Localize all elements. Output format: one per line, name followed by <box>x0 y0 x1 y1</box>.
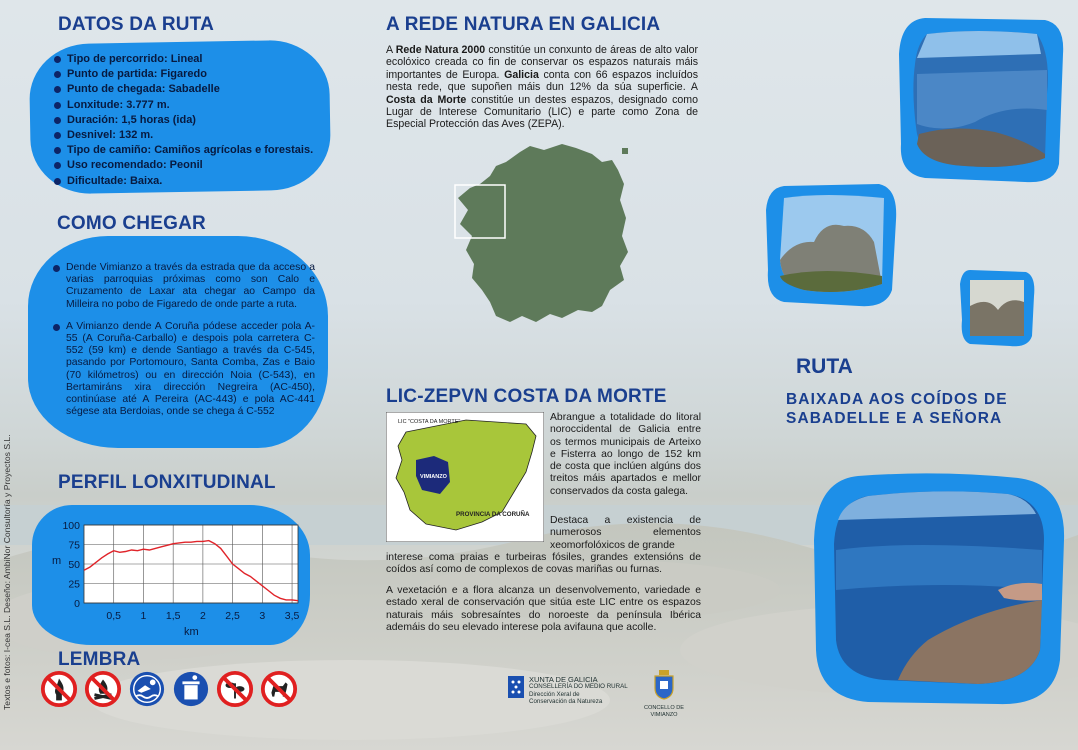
ruta-subtitle-2: SABADELLE E A SEÑORA <box>786 410 1003 427</box>
rede-text-segment: constitúe un conxunto de áreas de alto valor ecolóxico creada co fin de conservar os espazos naturais máis importantes de Europa. <box>386 44 698 81</box>
y-tick-label: 100 <box>62 520 80 532</box>
rede-heading: A REDE NATURA EN GALICIA <box>386 14 661 35</box>
no-swimming-icon <box>128 670 166 708</box>
lic-paragraph-2a: Destaca a existencia de numerosos elementos xeomorfolóxicos de grande <box>550 515 701 551</box>
rede-text-segment: constitúe un destes espazos, designado como Lugar de Interese Comunitario (LIC) e parte como Zona de Especial Protección das Aves (ZEPA). <box>386 93 698 131</box>
list-item: Uso recomendado: Peonil <box>54 158 334 173</box>
lembra-heading: LEMBRA <box>58 649 141 670</box>
list-item: Punto de chegada: Sabadelle <box>54 82 334 97</box>
xunta-logo <box>508 676 628 706</box>
rede-text-bold: Rede Natura 2000 <box>395 44 486 56</box>
no-bonfire-icon <box>84 670 122 708</box>
ruta-title: RUTA <box>796 355 853 378</box>
xunta-conselleria: CONSELLERÍA DO MEDIO RURAL <box>529 683 628 691</box>
list-item: Duración: 1,5 horas (ida) <box>54 113 334 128</box>
list-item: Tipo de percorrido: Lineal <box>54 52 334 67</box>
x-tick-label: 1 <box>140 610 147 622</box>
no-litter-icon <box>172 670 210 708</box>
x-tick-label: 0,5 <box>106 610 122 622</box>
y-tick-label: 50 <box>68 559 80 571</box>
list-item: Lonxitude: 3.777 m. <box>54 98 334 113</box>
xunta-emblem-icon <box>508 676 524 698</box>
lic-paragraph-1: Abrangue a totalidade do litoral noroccidental de Galicia entre os termos municipais de Arteixo e Fisterra ao longo de 152 km de costa que inclúen algúns dos treitos máis apartados e mellor conservados da costa galega. <box>550 412 701 497</box>
provincia-label: PROVINCIA DA CORUÑA <box>456 511 530 518</box>
xunta-conservacion: Conservación da Natureza <box>529 698 603 706</box>
y-axis-label: m <box>52 555 62 567</box>
chegar-heading: COMO CHEGAR <box>57 213 206 234</box>
rede-text-bold: Galicia <box>504 68 539 81</box>
list-item: Dificultade: Baixa. <box>54 174 334 189</box>
chegar-paragraph-1: Dende Vimianzo a través da estrada que da acceso a varias parroquias próximas como son Calo e Cruzamento de Laxar ata chegar ao Campo da Milleira no pobo de Figaredo de onde parte a ruta. <box>53 262 315 311</box>
credits-text: Textos e fotos: I-cea S.L. Deseño: AmbiNor Consultoría y Proyectos S.L. <box>2 434 12 710</box>
y-tick-label: 0 <box>74 598 80 610</box>
rede-text-segment: A <box>386 44 396 56</box>
lic-heading: LIC-ZEPVN COSTA DA MORTE <box>386 386 667 407</box>
y-tick-label: 75 <box>68 539 80 552</box>
xunta-direccion: Dirección Xeral de <box>529 690 580 698</box>
perfil-heading: PERFIL LONXITUDINAL <box>58 472 276 493</box>
elevation-profile-chart <box>34 512 308 642</box>
datos-heading: DATOS DA RUTA <box>58 14 215 35</box>
no-dogs-icon <box>260 670 298 708</box>
y-tick-label: 25 <box>68 578 80 591</box>
no-picking-plants-icon <box>216 670 254 708</box>
photo-coast-1 <box>895 14 1067 186</box>
lic-paragraph-2 <box>386 515 701 576</box>
x-tick-label: 2 <box>199 610 206 622</box>
lic-paragraph-3: A vexetación e a flora alcanza un desenvolvemento, variedade e estado xeral de conservación que sitúa este LIC entre os espazos naturais máis sobresaíntes do noroeste da península Ibérica ademáis do seu elevado interese pola avifauna que acolle. <box>386 585 701 633</box>
xunta-name: XUNTA DE GALICIA <box>529 675 598 684</box>
x-axis-label: km <box>184 626 199 638</box>
chegar-paragraph-2: A Vimianzo dende A Coruña pódese acceder pola A-55 (A Coruña-Carballo) e despois pola carretera C-552 (59 km) e dende Santiago a través da C-545, pasando por Portomouro, Santa Comba, Zas e Baio (70 kilómetros) ou en dirección Noia (C-543), en Bertamiráns xira dirección Negreira (AC-450), continúase até A Pereira (AC-443) e pola AC-441 ségese ata Berdoias, onde se chega á C-552 <box>53 321 315 419</box>
galicia-map <box>452 140 637 340</box>
lic-paragraph-2b: interese coma praias e turbeiras fósiles, grandes extensións de coídos así como de complexos de covas mariñas ou furnas. <box>386 551 701 576</box>
concello-name: CONCELLO DE VIMIANZO <box>643 705 685 719</box>
concello-logo <box>634 670 694 720</box>
ruta-subtitle-1: BAIXADA AOS COÍDOS DE <box>786 391 1008 408</box>
list-item: Desnivel: 132 m. <box>54 128 334 143</box>
rede-text-segment: conta con 66 espazos incluídos nesta rede, que supoñen máis dun 12% da súa superficie. A <box>386 68 698 94</box>
photo-rock-formation <box>958 266 1038 350</box>
x-tick-label: 1,5 <box>165 610 181 622</box>
x-tick-label: 3,5 <box>284 610 300 622</box>
x-tick-label: 3 <box>259 610 266 622</box>
concello-shield-icon <box>654 670 674 700</box>
list-item: Punto de partida: Figaredo <box>54 67 334 82</box>
x-tick-label: 2,5 <box>225 610 240 622</box>
no-fire-icon <box>40 670 78 708</box>
rede-text <box>386 44 698 131</box>
rede-text-bold: Costa da Morte <box>386 93 467 106</box>
vimianzo-label: VIMIANZO <box>420 474 447 480</box>
list-item: Tipo de camiño: Camiños agrícolas e forestais. <box>54 143 334 158</box>
datos-list <box>54 52 334 189</box>
chegar-text <box>53 262 315 428</box>
photo-coast-2 <box>808 470 1070 710</box>
lic-map-label: LIC "COSTA DA MORTE" <box>398 419 461 425</box>
photo-rocks <box>764 180 899 310</box>
prohibition-signs <box>40 670 298 708</box>
